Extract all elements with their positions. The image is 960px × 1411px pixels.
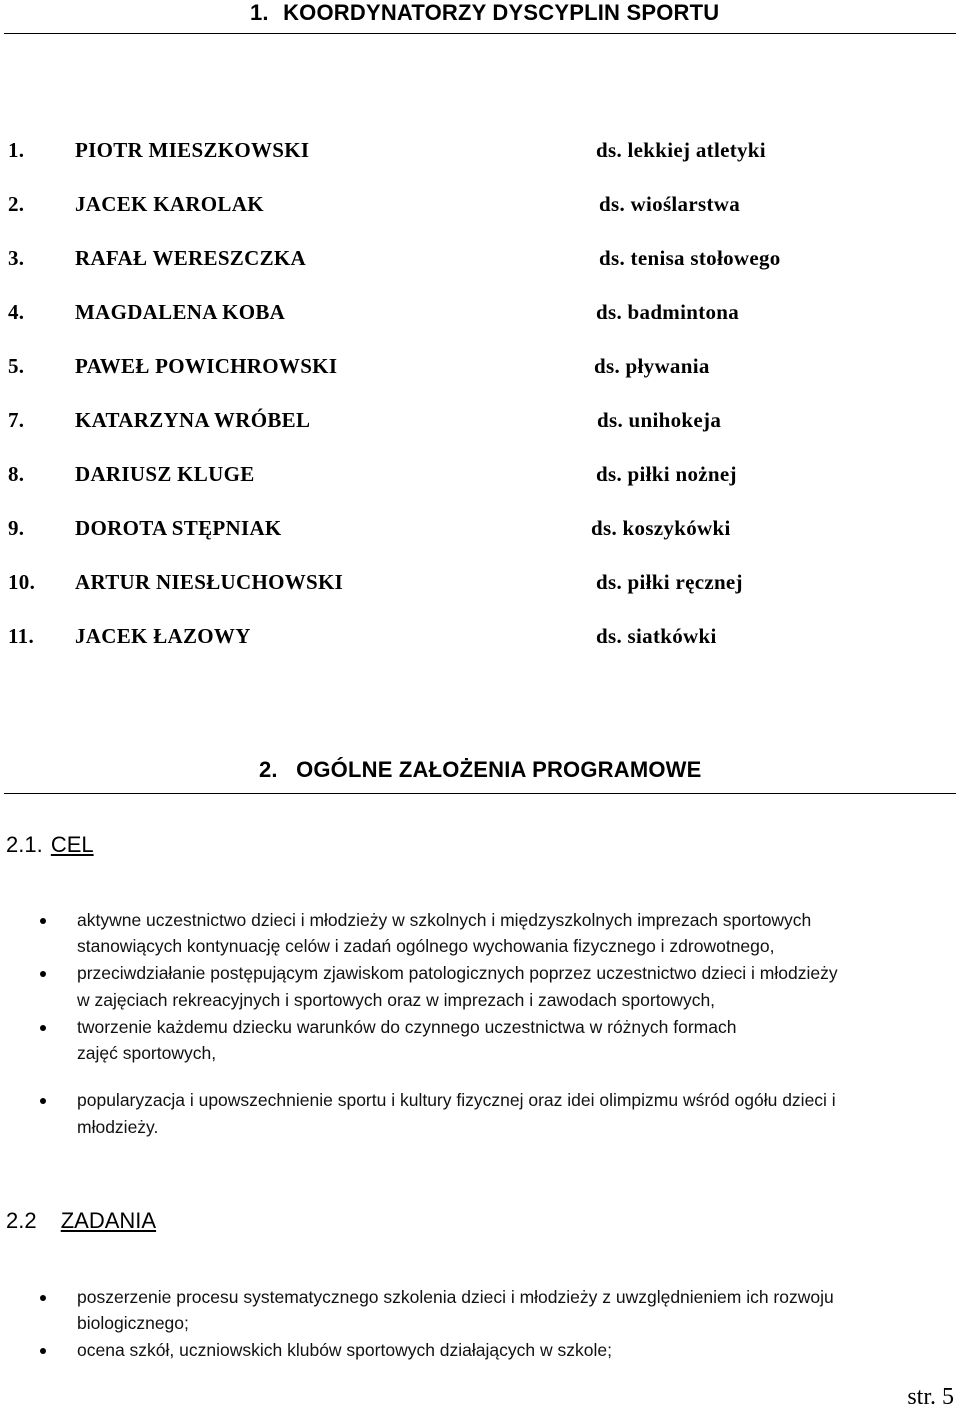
- list-item-line: ocena szkół, uczniowskich klubów sportowych działających w szkole;: [77, 1340, 612, 1360]
- coordinator-discipline: ds. piłki ręcznej: [596, 570, 743, 594]
- subsection-cel-heading: [6, 832, 94, 858]
- section-1-heading: [250, 0, 719, 26]
- coordinator-number: 2.: [8, 192, 25, 216]
- bullet-icon: [40, 918, 46, 924]
- list-item-line: aktywne uczestnictwo dzieci i młodzieży w szkolnych i międzyszkolnych imprezach sportowych: [77, 910, 812, 930]
- bullet-icon: [40, 1295, 46, 1301]
- subsection-zadania-heading: [6, 1208, 156, 1234]
- coordinator-number: 3.: [8, 246, 25, 270]
- coordinator-number: 11.: [8, 624, 34, 648]
- bullet-icon: [40, 1025, 46, 1031]
- coordinator-discipline: ds. pływania: [594, 354, 710, 378]
- coordinator-name: ARTUR NIESŁUCHOWSKI: [75, 570, 344, 594]
- section-2-number: 2.: [259, 757, 278, 782]
- coordinator-number: 5.: [8, 354, 25, 378]
- subsection-cel-number: 2.1.: [6, 832, 43, 857]
- bullet-icon: [40, 1098, 46, 1104]
- section-1-rule: [4, 33, 956, 34]
- subsection-cel-title: CEL: [50, 832, 94, 857]
- coordinator-discipline: ds. siatkówki: [596, 624, 717, 648]
- list-item-line: zajęć sportowych,: [77, 1043, 217, 1063]
- coordinator-name: JACEK ŁAZOWY: [75, 624, 251, 648]
- list-item-line: tworzenie każdemu dziecku warunków do czynnego uczestnictwa w różnych formach: [77, 1017, 737, 1037]
- section-1-title: KOORDYNATORZY DYSCYPLIN SPORTU: [283, 0, 720, 25]
- coordinator-number: 1.: [8, 138, 25, 162]
- coordinator-discipline: ds. piłki nożnej: [596, 462, 737, 486]
- coordinator-discipline: ds. lekkiej atletyki: [596, 138, 766, 162]
- list-item-line: młodzieży.: [77, 1117, 159, 1137]
- page-number: str. 5: [907, 1384, 954, 1410]
- coordinator-name: PIOTR MIESZKOWSKI: [75, 138, 310, 162]
- coordinator-discipline: ds. unihokeja: [597, 408, 722, 432]
- section-2-heading: [259, 757, 702, 783]
- coordinator-number: 10.: [8, 570, 36, 594]
- list-item-line: biologicznego;: [77, 1313, 189, 1333]
- coordinator-number: 8.: [8, 462, 25, 486]
- bullet-icon: [40, 971, 46, 977]
- list-item-line: stanowiących kontynuację celów i zadań ogólnego wychowania fizycznego i zdrowotnego,: [77, 936, 775, 956]
- coordinator-name: KATARZYNA WRÓBEL: [75, 408, 311, 432]
- subsection-zadania-title: ZADANIA: [60, 1208, 157, 1233]
- coordinator-name: RAFAŁ WERESZCZKA: [75, 246, 306, 270]
- list-item-line: popularyzacja i upowszechnienie sportu i kultury fizycznej oraz idei olimpizmu wśród ogółu dzieci i: [77, 1090, 836, 1110]
- section-2-title: OGÓLNE ZAŁOŻENIA PROGRAMOWE: [296, 757, 702, 782]
- coordinator-discipline: ds. tenisa stołowego: [599, 246, 781, 270]
- section-2-rule: [4, 793, 956, 794]
- coordinator-name: MAGDALENA KOBA: [75, 300, 286, 324]
- section-1-number: 1.: [250, 0, 269, 25]
- subsection-zadania-number: 2.2: [6, 1208, 37, 1233]
- list-item-line: w zajęciach rekreacyjnych i sportowych oraz w imprezach i zawodach sportowych,: [77, 990, 716, 1010]
- coordinator-number: 9.: [8, 516, 25, 540]
- list-item-line: przeciwdziałanie postępującym zjawiskom patologicznych poprzez uczestnictwo dzieci i młodzieży: [77, 963, 838, 983]
- coordinator-discipline: ds. koszykówki: [591, 516, 731, 540]
- coordinator-name: DOROTA STĘPNIAK: [75, 516, 282, 540]
- coordinator-number: 4.: [8, 300, 25, 324]
- coordinator-name: PAWEŁ POWICHROWSKI: [75, 354, 338, 378]
- coordinator-name: DARIUSZ KLUGE: [75, 462, 255, 486]
- coordinator-discipline: ds. wioślarstwa: [599, 192, 741, 216]
- list-item-line: poszerzenie procesu systematycznego szkolenia dzieci i młodzieży z uwzględnieniem ich rozwoju: [77, 1287, 834, 1307]
- coordinator-name: JACEK KAROLAK: [75, 192, 264, 216]
- coordinator-discipline: ds. badmintona: [596, 300, 740, 324]
- coordinator-number: 7.: [8, 408, 25, 432]
- bullet-icon: [40, 1348, 46, 1354]
